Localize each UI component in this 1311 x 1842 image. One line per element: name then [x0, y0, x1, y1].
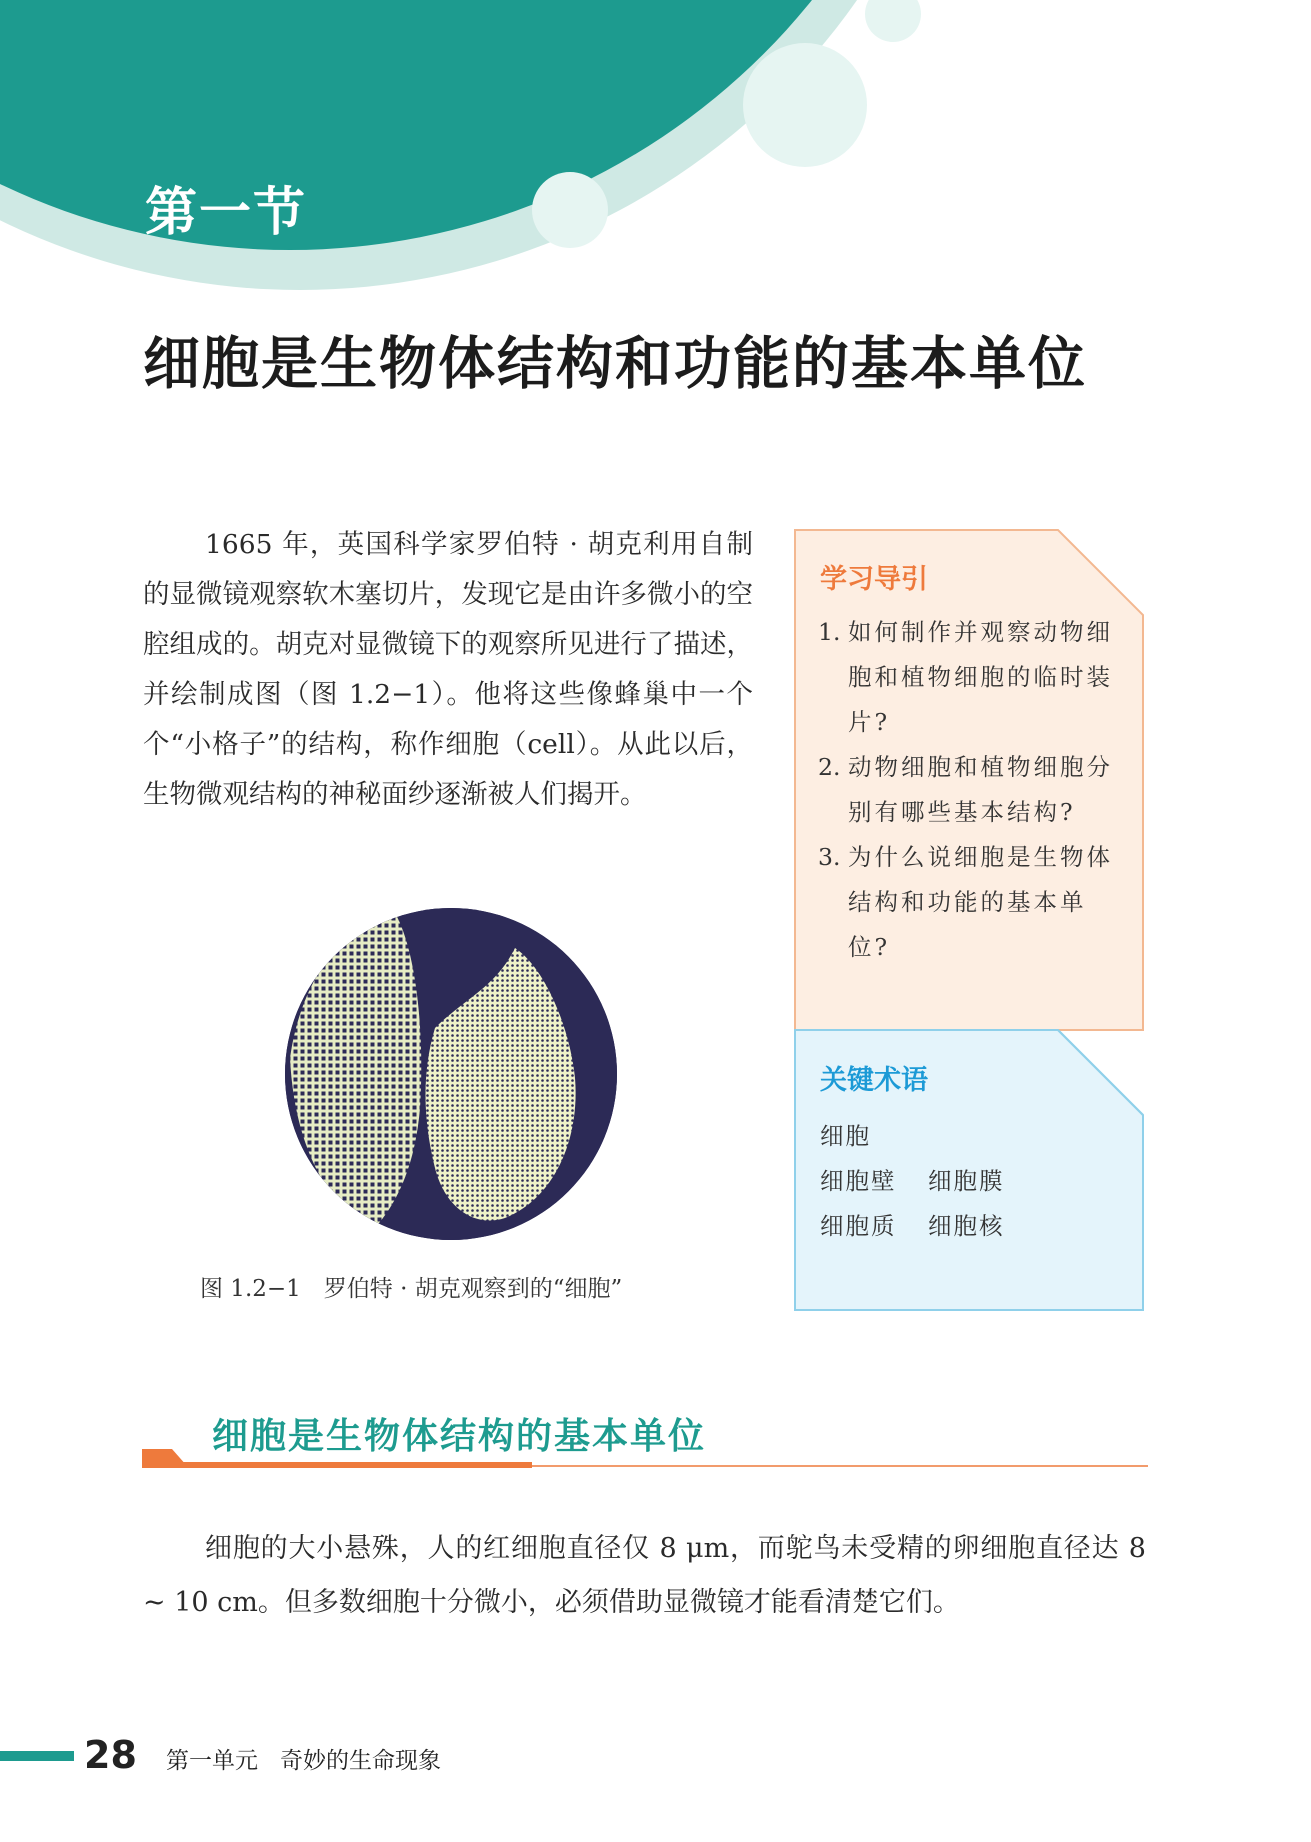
term: 细胞核	[928, 1212, 1005, 1240]
term: 细胞	[820, 1122, 871, 1150]
subsection-title: 细胞是生物体结构的基本单位	[212, 1416, 707, 1457]
list-item-number: 1.	[818, 618, 841, 646]
key-terms-list	[820, 1114, 1036, 1249]
key-terms-title: 关键术语	[820, 1065, 928, 1096]
term: 细胞质	[820, 1212, 897, 1240]
term: 细胞壁	[820, 1167, 897, 1195]
unit-title: 奇妙的生命现象	[280, 1748, 441, 1774]
list-item	[818, 610, 1118, 745]
cork-cells-drawing	[285, 908, 617, 1240]
unit-label	[166, 1742, 441, 1775]
figure-caption: 图 1.2−1 罗伯特 · 胡克观察到的“细胞”	[200, 1276, 623, 1302]
subsection-underline	[142, 1442, 1148, 1472]
study-guide-title: 学习导引	[820, 564, 928, 595]
list-item-text: 动物细胞和植物细胞分别有哪些基本结构?	[848, 753, 1113, 826]
term-row	[820, 1159, 1036, 1204]
list-item	[818, 835, 1118, 970]
list-item-text: 为什么说细胞是生物体结构和功能的基本单位?	[848, 843, 1113, 961]
header-decoration	[0, 0, 1311, 320]
term-row	[820, 1114, 1036, 1159]
section-label: 第一节	[145, 183, 308, 243]
study-guide-list	[818, 610, 1118, 970]
term: 细胞膜	[928, 1167, 1005, 1195]
list-item-text: 如何制作并观察动物细胞和植物细胞的临时装片?	[848, 618, 1113, 736]
list-item-number: 2.	[818, 753, 841, 781]
cork-cells-illustration	[285, 908, 617, 1240]
list-item	[818, 745, 1118, 835]
page-number: 28	[84, 1733, 137, 1777]
term-row	[820, 1204, 1036, 1249]
footer-bar	[0, 1751, 74, 1761]
intro-paragraph: 1665 年，英国科学家罗伯特 · 胡克利用自制的显微镜观察软木塞切片，发现它是由许多微小的空腔组成的。胡克对显微镜下的观察所见进行了描述，并绘制成图（图 1.2−1）。他将这些像蜂巢中一个个“小格子”的结构，称作细胞（cell）。从此以后，生物微观结构的神秘面纱逐渐被人们揭开。	[143, 529, 753, 810]
page-title: 细胞是生物体结构和功能的基本单位	[143, 331, 1087, 397]
subsection-paragraph: 细胞的大小悬殊，人的红细胞直径仅 8 μm，而鸵鸟未受精的卵细胞直径达 8 ~ 10 cm。但多数细胞十分微小，必须借助显微镜才能看清楚它们。	[143, 1533, 1146, 1618]
unit-name: 第一单元	[166, 1748, 258, 1774]
list-item-number: 3.	[818, 843, 841, 871]
